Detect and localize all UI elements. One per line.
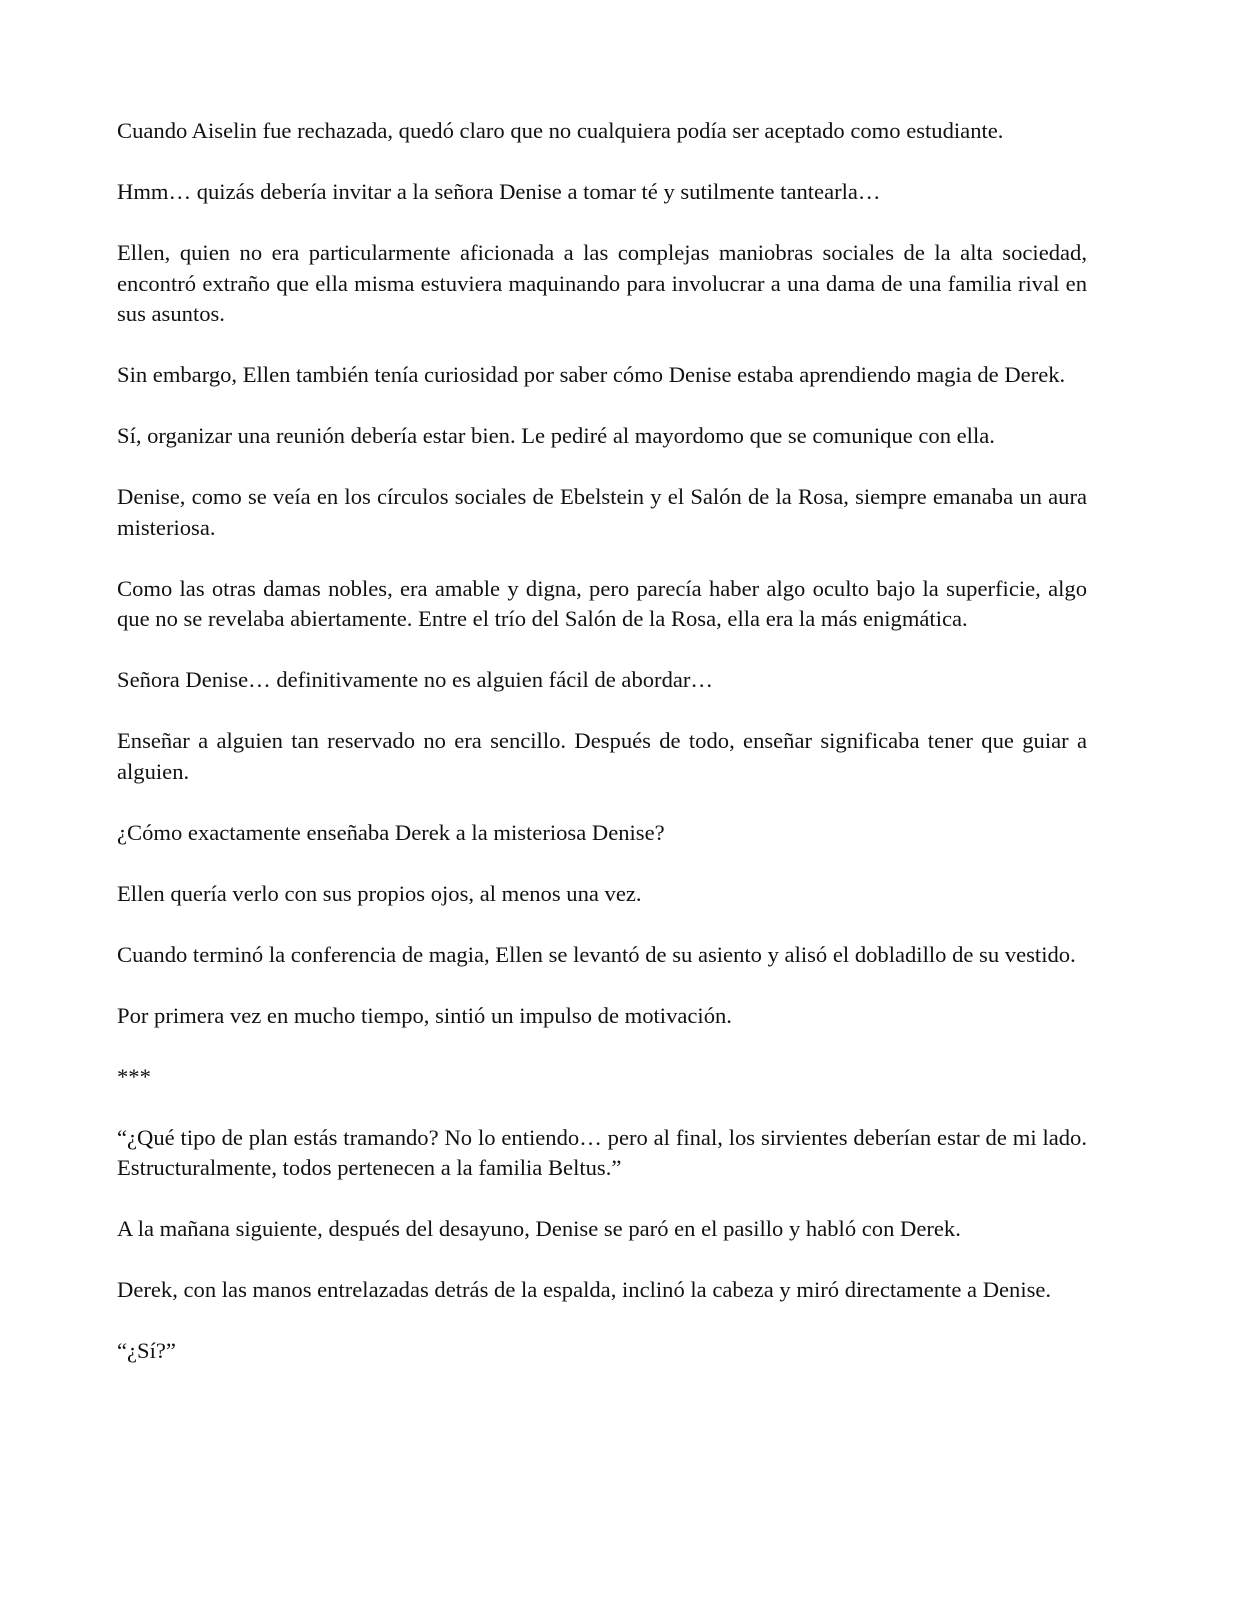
paragraph: Como las otras damas nobles, era amable y digna, pero parecía haber algo oculto bajo la superficie, algo que no se revelaba abiertamente. Entre el trío del Salón de la Rosa, ella era la más enigmática. bbox=[117, 575, 1087, 631]
paragraph: Sin embargo, Ellen también tenía curiosidad por saber cómo Denise estaba aprendiendo magia de Derek. bbox=[117, 362, 1066, 387]
paragraph: Enseñar a alguien tan reservado no era sencillo. Después de todo, enseñar significaba tener que guiar a alguien. bbox=[117, 728, 1087, 784]
document-page bbox=[117, 116, 1087, 1367]
paragraph: Ellen, quien no era particularmente aficionada a las complejas maniobras sociales de la alta sociedad, encontró extraño que ella misma estuviera maquinando para involucrar a una dama de una familia rival en sus asuntos. bbox=[117, 240, 1087, 326]
paragraph: Cuando terminó la conferencia de magia, Ellen se levantó de su asiento y alisó el dobladillo de su vestido. bbox=[117, 941, 1076, 967]
paragraph: Ellen quería verlo con sus propios ojos, al menos una vez. bbox=[117, 880, 642, 906]
paragraph: Denise, como se veía en los círculos sociales de Ebelstein y el Salón de la Rosa, siempre emanaba un aura misteriosa. bbox=[117, 484, 1087, 540]
scene-break: *** bbox=[117, 1063, 151, 1089]
paragraph: Hmm… quizás debería invitar a la señora Denise a tomar té y sutilmente tantearla… bbox=[117, 179, 881, 204]
paragraph: Cuando Aiselin fue rechazada, quedó claro que no cualquiera podía ser aceptado como estudiante. bbox=[117, 118, 1004, 143]
paragraph: “¿Qué tipo de plan estás tramando? No lo entiendo… pero al final, los sirvientes deberían estar de mi lado. Estructuralmente, todos pertenecen a la familia Beltus.” bbox=[117, 1124, 1087, 1180]
paragraph: “¿Sí?” bbox=[117, 1338, 176, 1363]
paragraph: Sí, organizar una reunión debería estar bien. Le pediré al mayordomo que se comunique con ella. bbox=[117, 423, 995, 448]
paragraph: Derek, con las manos entrelazadas detrás de la espalda, inclinó la cabeza y miró directamente a Denise. bbox=[117, 1277, 1052, 1302]
paragraph: ¿Cómo exactamente enseñaba Derek a la misteriosa Denise? bbox=[117, 819, 665, 845]
paragraph: Señora Denise… definitivamente no es alguien fácil de abordar… bbox=[117, 667, 714, 692]
paragraph: A la mañana siguiente, después del desayuno, Denise se paró en el pasillo y habló con Derek. bbox=[117, 1216, 961, 1241]
paragraph: Por primera vez en mucho tiempo, sintió un impulso de motivación. bbox=[117, 1002, 732, 1028]
